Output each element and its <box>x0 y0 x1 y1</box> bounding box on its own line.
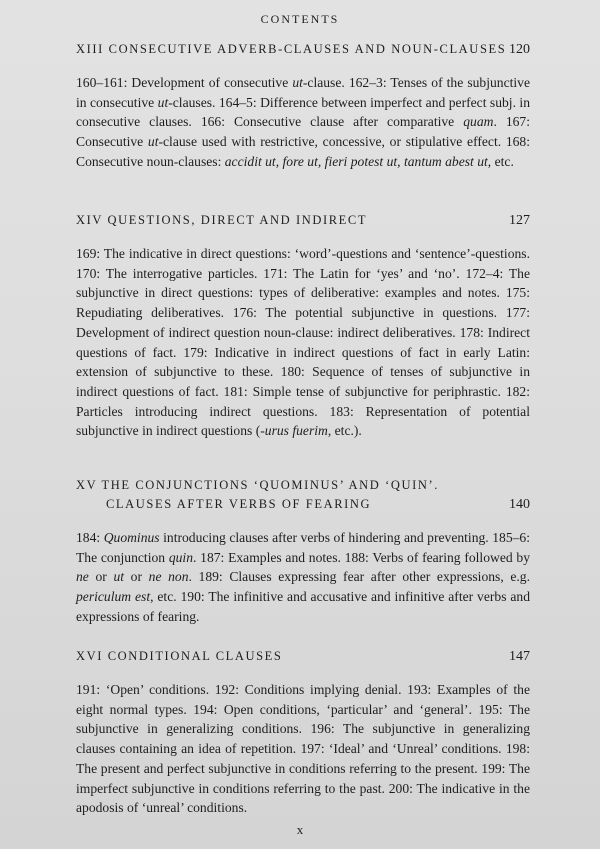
section-heading <box>76 476 530 514</box>
section-page-number: 147 <box>509 649 530 664</box>
section-summary: 160–161: Development of consecutive ut-clause. 162–3: Tenses of the subjunctive in consecutive ut-clauses. 164–5: Difference between imperfect and perfect subj. in consecutive clauses. 166: Consecutive clause after comparative quam. 167: Consecutive ut-clause used with restrictive, concessive, or stipulative effect. 168: Consecutive noun-clauses: accidit ut, fore ut, fieri potest ut, tantum abest ut, etc. <box>76 75 531 169</box>
section-heading <box>76 647 530 666</box>
section-title: XVI CONDITIONAL CLAUSES <box>76 649 283 663</box>
section-heading <box>76 40 530 59</box>
section-title: XIV QUESTIONS, DIRECT AND INDIRECT <box>76 213 368 227</box>
section-summary: 169: The indicative in direct questions: ‘word’-questions and ‘sentence’-questions. 170: The interrogative particles. 171: The Latin for ‘yes’ and ‘no’. 172–4: The subjunctive in direct questions: types of deliberative: examples and notes. 175: Repudiating deliberatives. 176: The potential subjunctive in questions. 177: Development of indirect question noun-clause: indirect deliberatives. 178: Indirect questions of fact. 179: Indicative in indirect questions of fact in early Latin: extension of subjunctive to these. 180: Sequence of tenses of subjunctive in indirect questions of fact. 181: Simple tense of subjunctive for periphrastic. 182: Particles introducing indirect questions. 183: Representation of potential subjunctive in indirect questions (-urus fuerim, etc.). <box>76 246 530 439</box>
section-page-number: 140 <box>509 497 530 512</box>
section-summary: 191: ‘Open’ conditions. 192: Conditions implying denial. 193: Examples of the eight normal types. 194: Open conditions, ‘particular’ and ‘general’. 195: The subjunctive in generalizing conditions. 196: The subjunctive in generalizing clauses containing an idea of repetition. 197: ‘Ideal’ and ‘Unreal’ conditions. 198: The present and perfect subjunctive in conditions referring to the present. 199: The imperfect subjunctive in conditions referring to the past. 200: The indicative in the apodosis of ‘unreal’ conditions. <box>76 682 530 816</box>
section-xv <box>76 476 530 627</box>
section-xiv <box>76 211 530 441</box>
section-heading <box>76 211 530 230</box>
running-head: CONTENTS <box>260 12 340 26</box>
section-summary: 184: Quominus introducing clauses after verbs of hindering and preventing. 185–6: The conjunction quin. 187: Examples and notes. 188: Verbs of fearing followed by ne or ut or ne non. 189: Clauses expressing fear after other expressions, e.g. periculum est, etc. 190: The infinitive and accusative and infinitive after verbs and expressions of fearing. <box>76 530 531 624</box>
section-title-line-1: XV THE CONJUNCTIONS ‘QUOMINUS’ AND ‘QUIN’. <box>76 478 440 492</box>
page-folio: x <box>296 822 304 837</box>
section-title: XIII CONSECUTIVE ADVERB-CLAUSES AND NOUN-CLAUSES <box>76 42 507 56</box>
section-xiii <box>76 40 530 172</box>
section-xvi <box>76 647 530 818</box>
section-title-line-2: CLAUSES AFTER VERBS OF FEARING <box>106 497 372 511</box>
section-page-number: 120 <box>509 42 530 57</box>
section-page-number: 127 <box>509 213 530 228</box>
